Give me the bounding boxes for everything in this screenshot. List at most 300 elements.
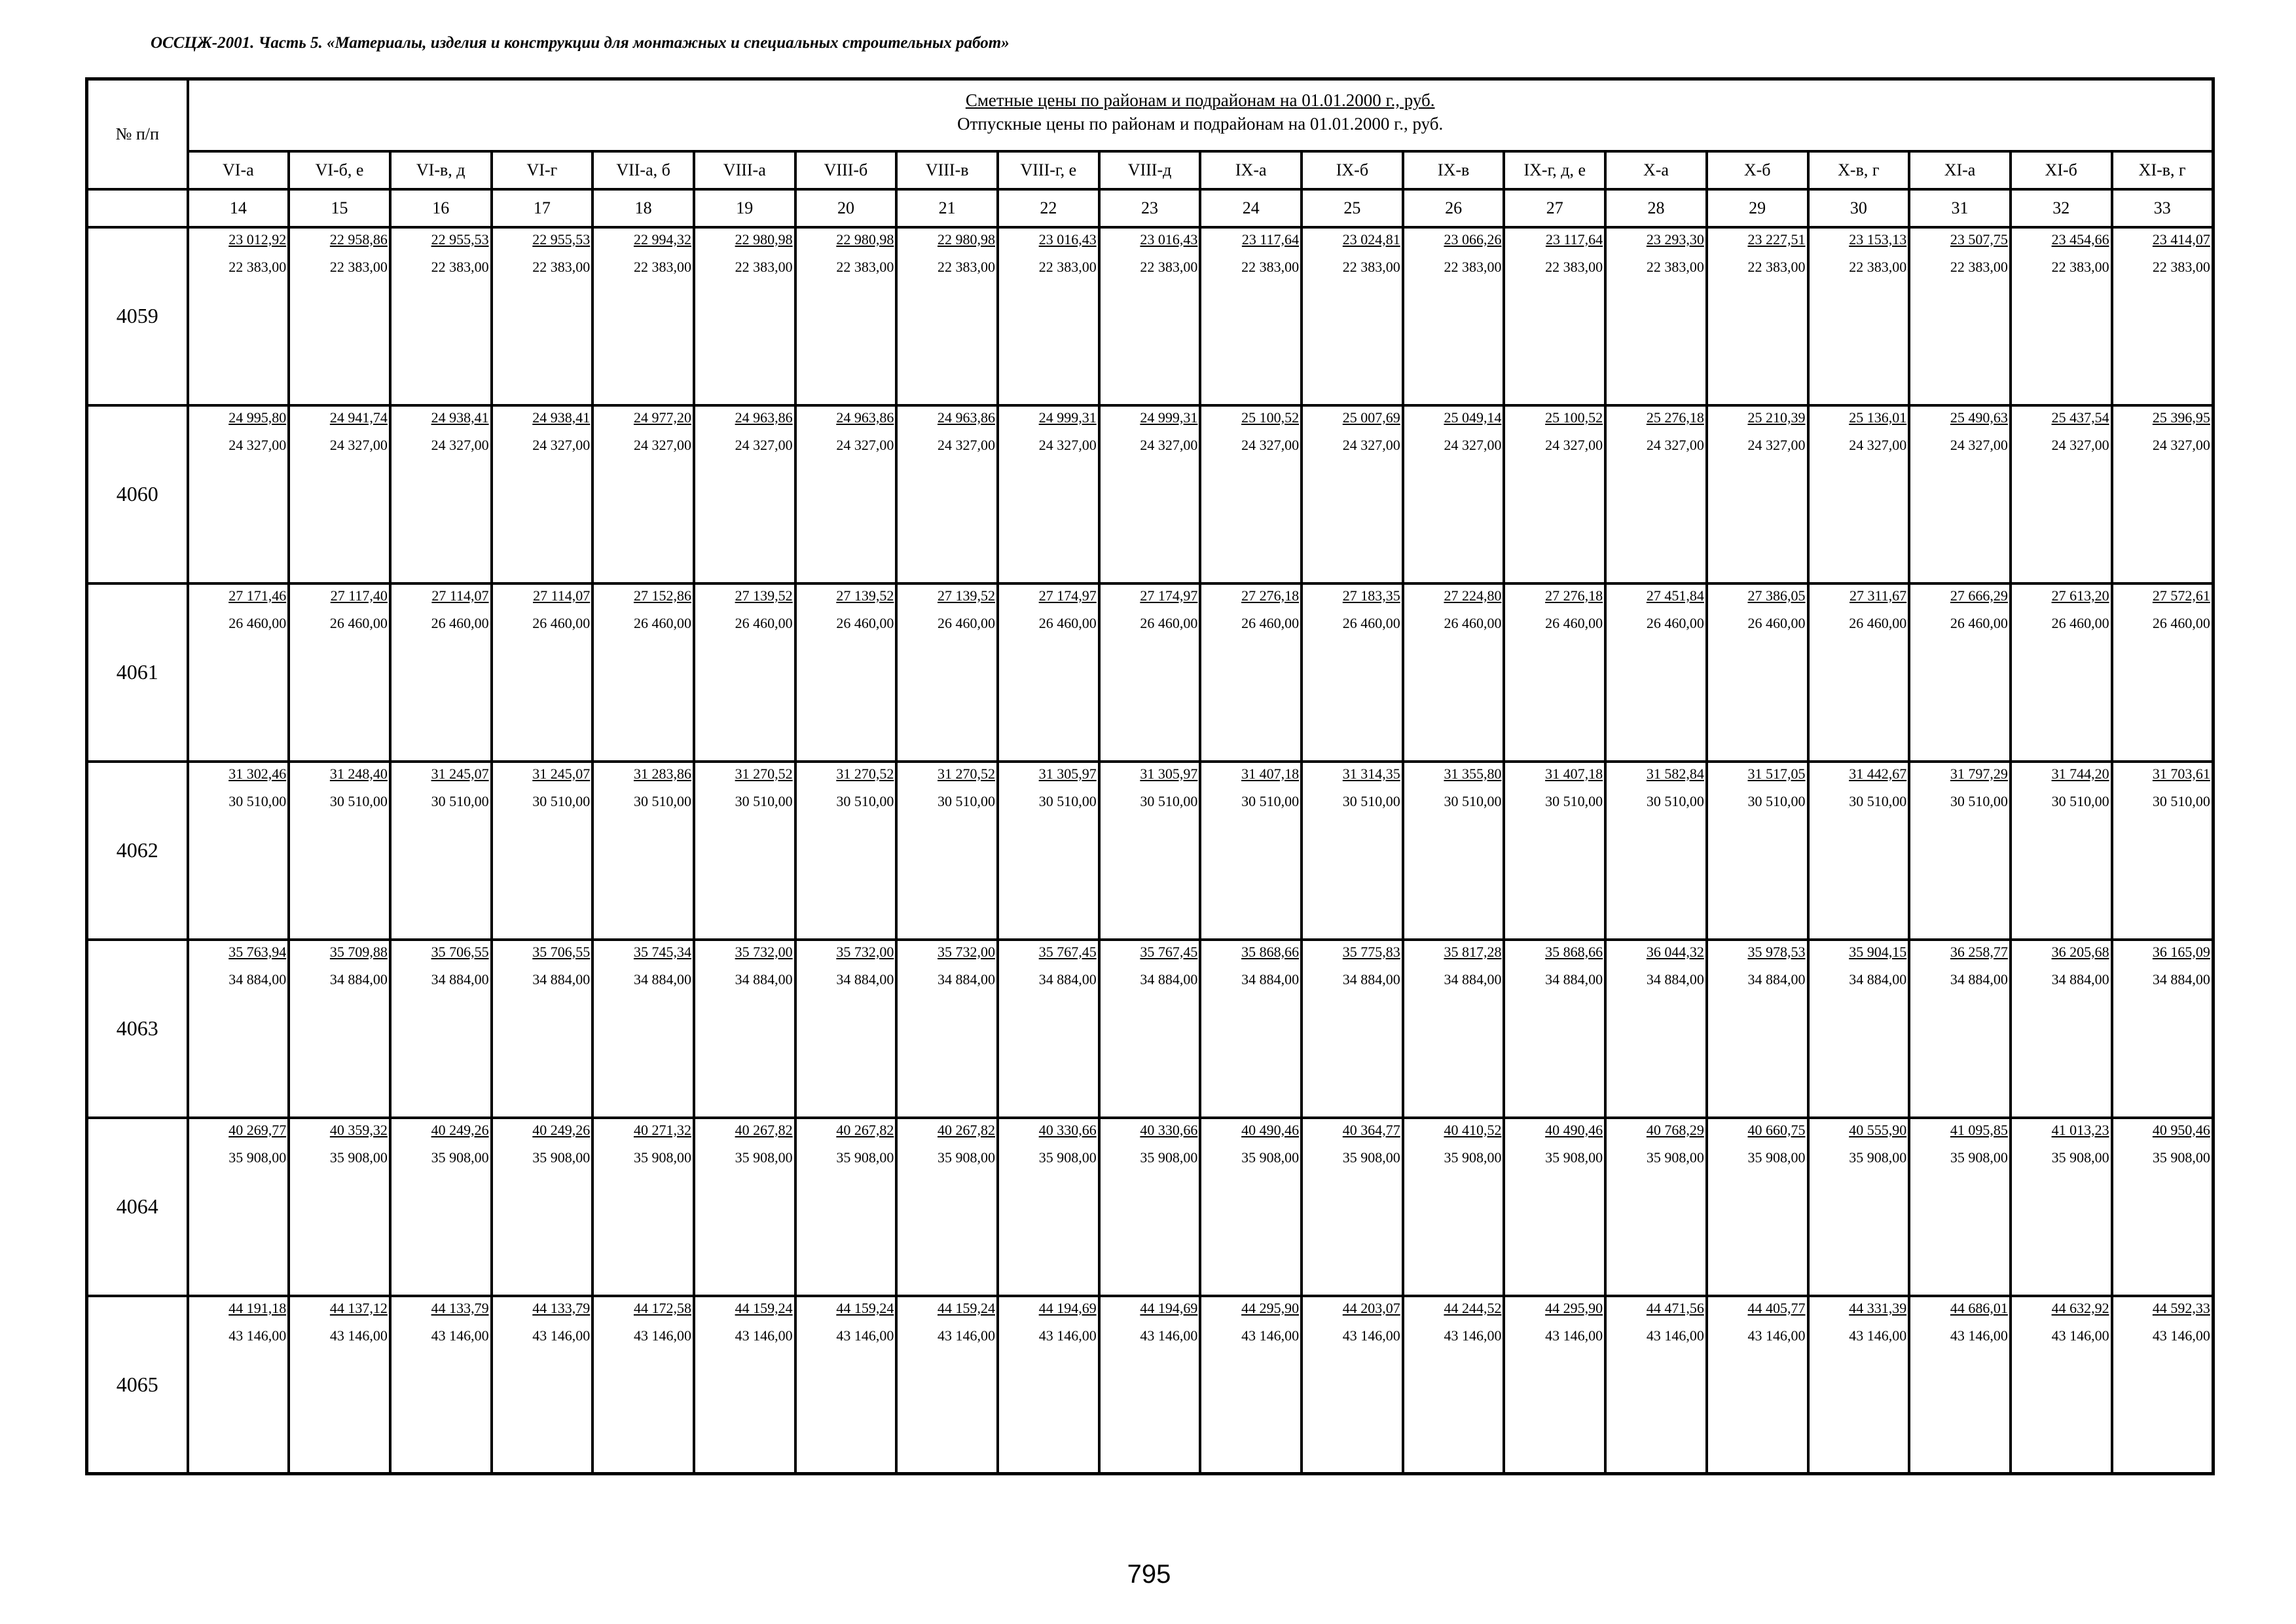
row-number: 4062	[87, 762, 188, 940]
table-row	[87, 1296, 2214, 1474]
price-cell	[998, 940, 1099, 1118]
column-number: 31	[1909, 189, 2011, 227]
price-cell	[795, 405, 897, 583]
estimate-price: 40 660,75	[1747, 1121, 1806, 1138]
estimate-price: 35 775,83	[1342, 943, 1400, 960]
column-number: 17	[492, 189, 593, 227]
release-price: 35 908,00	[1747, 1149, 1806, 1166]
price-cell	[2112, 227, 2214, 405]
estimate-price: 41 013,23	[2051, 1121, 2109, 1138]
price-cell	[188, 583, 289, 762]
estimate-price: 25 100,52	[1545, 409, 1603, 426]
estimate-price: 23 117,64	[1545, 231, 1603, 248]
table-row	[87, 940, 2214, 1118]
price-cell	[1302, 1118, 1403, 1296]
release-price: 30 510,00	[228, 792, 287, 809]
estimate-price: 27 174,97	[1038, 587, 1097, 604]
price-cell	[2112, 583, 2214, 762]
region-header: VIII-д	[1099, 151, 1201, 189]
release-price: 35 908,00	[431, 1149, 489, 1166]
release-price: 35 908,00	[228, 1149, 287, 1166]
release-price: 30 510,00	[1747, 792, 1806, 809]
price-cell	[188, 1296, 289, 1474]
release-price: 22 383,00	[836, 258, 894, 275]
column-number: 16	[390, 189, 492, 227]
release-price: 43 146,00	[1444, 1327, 1502, 1344]
column-number-row	[87, 189, 2214, 227]
price-cell	[1403, 1118, 1504, 1296]
region-header: IX-в	[1403, 151, 1504, 189]
estimate-price: 22 980,98	[735, 231, 793, 248]
region-header: VIII-г, е	[998, 151, 1099, 189]
estimate-price: 44 159,24	[938, 1299, 995, 1316]
price-cell	[795, 940, 897, 1118]
estimate-price: 27 276,18	[1241, 587, 1300, 604]
estimate-price: 44 172,58	[633, 1299, 691, 1316]
estimate-price: 27 139,52	[836, 587, 894, 604]
estimate-price: 44 194,69	[1038, 1299, 1097, 1316]
release-price: 43 146,00	[1950, 1327, 2008, 1344]
column-number: 30	[1808, 189, 1910, 227]
region-header: XI-а	[1909, 151, 2011, 189]
estimate-price: 40 950,46	[2152, 1121, 2210, 1138]
release-price: 24 327,00	[1646, 436, 1704, 453]
estimate-price: 31 302,46	[228, 765, 287, 782]
region-header: IX-г, д, е	[1504, 151, 1605, 189]
price-cell	[2011, 762, 2112, 940]
price-cell	[390, 1118, 492, 1296]
release-price: 30 510,00	[735, 792, 793, 809]
release-price: 35 908,00	[1241, 1149, 1300, 1166]
price-cell	[188, 940, 289, 1118]
price-cell	[1403, 762, 1504, 940]
price-cell	[1099, 940, 1201, 1118]
price-cell	[188, 227, 289, 405]
price-cell	[390, 405, 492, 583]
estimate-price: 35 868,66	[1241, 943, 1300, 960]
price-table	[85, 77, 2215, 1475]
release-price: 30 510,00	[1545, 792, 1603, 809]
estimate-price: 40 267,82	[938, 1121, 995, 1138]
table-row	[87, 1118, 2214, 1296]
estimate-price: 40 490,46	[1545, 1121, 1603, 1138]
release-price: 34 884,00	[1038, 970, 1097, 987]
release-price: 26 460,00	[1038, 614, 1097, 631]
estimate-price: 23 153,13	[1849, 231, 1907, 248]
price-cell	[694, 405, 795, 583]
estimate-price: 24 963,86	[836, 409, 894, 426]
release-price: 30 510,00	[1646, 792, 1704, 809]
price-cell	[592, 762, 694, 940]
price-cell	[1504, 583, 1605, 762]
release-price: 43 146,00	[735, 1327, 793, 1344]
release-price: 35 908,00	[1342, 1149, 1400, 1166]
price-cell	[1909, 1296, 2011, 1474]
estimate-price: 35 817,28	[1444, 943, 1502, 960]
release-price: 24 327,00	[329, 436, 388, 453]
estimate-price: 27 117,40	[330, 587, 388, 604]
release-price: 24 327,00	[1444, 436, 1502, 453]
estimate-price: 31 355,80	[1444, 765, 1502, 782]
release-price: 30 510,00	[1849, 792, 1907, 809]
release-price: 35 908,00	[1140, 1149, 1198, 1166]
price-cell	[1605, 762, 1707, 940]
release-price: 35 908,00	[938, 1149, 995, 1166]
price-cell	[2011, 405, 2112, 583]
price-cell	[1707, 940, 1808, 1118]
price-cell	[1808, 762, 1910, 940]
release-price: 34 884,00	[532, 970, 591, 987]
estimate-price: 35 767,45	[1140, 943, 1198, 960]
release-price: 43 146,00	[836, 1327, 894, 1344]
price-cell	[390, 583, 492, 762]
price-cell	[1909, 1118, 2011, 1296]
region-header: VIII-б	[795, 151, 897, 189]
table-title-release: Отпускные цены по районам и подрайонам на 01.01.2000 г., руб.	[957, 114, 1444, 134]
column-number: 27	[1504, 189, 1605, 227]
price-cell	[1200, 1296, 1302, 1474]
release-price: 30 510,00	[2152, 792, 2210, 809]
price-cell	[1099, 1118, 1201, 1296]
price-cell	[1403, 405, 1504, 583]
estimate-price: 31 305,97	[1140, 765, 1198, 782]
price-cell	[1099, 227, 1201, 405]
release-price: 22 383,00	[1241, 258, 1300, 275]
price-cell	[2112, 1118, 2214, 1296]
estimate-price: 40 269,77	[228, 1121, 287, 1138]
release-price: 30 510,00	[1140, 792, 1198, 809]
estimate-price: 31 314,35	[1342, 765, 1400, 782]
price-cell	[1605, 405, 1707, 583]
release-price: 30 510,00	[1342, 792, 1400, 809]
region-header: VII-а, б	[592, 151, 694, 189]
estimate-price: 23 454,66	[2051, 231, 2109, 248]
estimate-price: 40 410,52	[1444, 1121, 1502, 1138]
region-header: VI-в, д	[390, 151, 492, 189]
release-price: 24 327,00	[735, 436, 793, 453]
release-price: 34 884,00	[1849, 970, 1907, 987]
estimate-price: 23 227,51	[1747, 231, 1806, 248]
price-cell	[1707, 583, 1808, 762]
estimate-price: 35 732,00	[836, 943, 894, 960]
release-price: 26 460,00	[1950, 614, 2008, 631]
price-cell	[1605, 583, 1707, 762]
region-header: IX-а	[1200, 151, 1302, 189]
running-header: ОССЦЖ-2001. Часть 5. «Материалы, изделия и конструкции для монтажных и специальных строительных работ»	[151, 34, 1010, 52]
release-price: 34 884,00	[938, 970, 995, 987]
table-row	[87, 227, 2214, 405]
estimate-price: 27 613,20	[2051, 587, 2109, 604]
price-cell	[289, 405, 390, 583]
price-cell	[1605, 1296, 1707, 1474]
release-price: 34 884,00	[1342, 970, 1400, 987]
price-cell	[1707, 762, 1808, 940]
release-price: 35 908,00	[1545, 1149, 1603, 1166]
estimate-price: 35 732,00	[735, 943, 793, 960]
release-price: 26 460,00	[1140, 614, 1198, 631]
column-number: 33	[2112, 189, 2214, 227]
estimate-price: 44 331,39	[1849, 1299, 1907, 1316]
estimate-price: 31 797,29	[1950, 765, 2008, 782]
estimate-price: 36 044,32	[1646, 943, 1704, 960]
price-cell	[795, 1296, 897, 1474]
release-price: 22 383,00	[633, 258, 691, 275]
estimate-price: 40 359,32	[329, 1121, 388, 1138]
price-cell	[492, 940, 593, 1118]
release-price: 34 884,00	[735, 970, 793, 987]
estimate-price: 27 451,84	[1646, 587, 1704, 604]
estimate-price: 44 133,79	[532, 1299, 591, 1316]
price-cell	[592, 940, 694, 1118]
estimate-price: 22 980,98	[938, 231, 995, 248]
price-cell	[795, 227, 897, 405]
release-price: 34 884,00	[1241, 970, 1300, 987]
column-number: 15	[289, 189, 390, 227]
price-cell	[492, 227, 593, 405]
estimate-price: 35 745,34	[633, 943, 691, 960]
price-cell	[1808, 583, 1910, 762]
release-price: 34 884,00	[1950, 970, 2008, 987]
release-price: 26 460,00	[1545, 614, 1603, 631]
estimate-price: 27 224,80	[1444, 587, 1502, 604]
estimate-price: 44 471,56	[1646, 1299, 1704, 1316]
release-price: 24 327,00	[1140, 436, 1198, 453]
release-price: 35 908,00	[836, 1149, 894, 1166]
release-price: 35 908,00	[532, 1149, 591, 1166]
release-price: 22 383,00	[1140, 258, 1198, 275]
release-price: 24 327,00	[1849, 436, 1907, 453]
estimate-price: 31 442,67	[1849, 765, 1907, 782]
estimate-price: 27 276,18	[1545, 587, 1603, 604]
price-cell	[289, 940, 390, 1118]
estimate-price: 25 100,52	[1241, 409, 1300, 426]
release-price: 35 908,00	[735, 1149, 793, 1166]
estimate-price: 40 271,32	[633, 1121, 691, 1138]
release-price: 22 383,00	[938, 258, 995, 275]
price-cell	[1504, 227, 1605, 405]
release-price: 24 327,00	[2051, 436, 2109, 453]
estimate-price: 23 016,43	[1140, 231, 1198, 248]
estimate-price: 31 407,18	[1241, 765, 1300, 782]
price-cell	[694, 1118, 795, 1296]
column-number: 32	[2011, 189, 2112, 227]
estimate-price: 40 330,66	[1140, 1121, 1198, 1138]
estimate-price: 27 152,86	[633, 587, 691, 604]
release-price: 26 460,00	[938, 614, 995, 631]
estimate-price: 31 703,61	[2152, 765, 2210, 782]
price-cell	[896, 940, 998, 1118]
estimate-price: 40 364,77	[1342, 1121, 1400, 1138]
price-cell	[896, 1296, 998, 1474]
release-price: 34 884,00	[2051, 970, 2109, 987]
price-cell	[289, 227, 390, 405]
estimate-price: 24 999,31	[1038, 409, 1097, 426]
price-cell	[1099, 1296, 1201, 1474]
estimate-price: 44 203,07	[1342, 1299, 1400, 1316]
estimate-price: 31 270,52	[735, 765, 793, 782]
column-number: 26	[1403, 189, 1504, 227]
release-price: 24 327,00	[1038, 436, 1097, 453]
release-price: 34 884,00	[1444, 970, 1502, 987]
region-header: X-а	[1605, 151, 1707, 189]
release-price: 43 146,00	[2051, 1327, 2109, 1344]
estimate-price: 31 248,40	[329, 765, 388, 782]
estimate-price: 44 295,90	[1241, 1299, 1300, 1316]
estimate-price: 25 136,01	[1849, 409, 1907, 426]
price-cell	[289, 1118, 390, 1296]
release-price: 22 383,00	[2051, 258, 2109, 275]
estimate-price: 36 165,09	[2152, 943, 2210, 960]
estimate-price: 25 007,69	[1342, 409, 1400, 426]
release-price: 43 146,00	[431, 1327, 489, 1344]
column-number: 19	[694, 189, 795, 227]
estimate-price: 35 706,55	[532, 943, 591, 960]
release-price: 26 460,00	[532, 614, 591, 631]
estimate-price: 25 049,14	[1444, 409, 1502, 426]
price-cell	[1707, 227, 1808, 405]
release-price: 35 908,00	[2051, 1149, 2109, 1166]
region-header: XI-в, г	[2112, 151, 2214, 189]
price-cell	[592, 405, 694, 583]
price-cell	[1200, 405, 1302, 583]
price-cell	[1504, 1118, 1605, 1296]
column-number: 22	[998, 189, 1099, 227]
row-number: 4059	[87, 227, 188, 405]
release-price: 22 383,00	[329, 258, 388, 275]
price-cell	[1302, 762, 1403, 940]
release-price: 34 884,00	[1545, 970, 1603, 987]
price-cell	[1909, 405, 2011, 583]
release-price: 35 908,00	[1646, 1149, 1704, 1166]
price-cell	[592, 1118, 694, 1296]
estimate-price: 41 095,85	[1950, 1121, 2008, 1138]
release-price: 43 146,00	[1646, 1327, 1704, 1344]
price-cell	[1909, 940, 2011, 1118]
table-title-row	[87, 79, 2214, 151]
release-price: 34 884,00	[836, 970, 894, 987]
estimate-price: 27 114,07	[431, 587, 489, 604]
release-price: 24 327,00	[1342, 436, 1400, 453]
estimate-price: 27 114,07	[533, 587, 591, 604]
release-price: 43 146,00	[1241, 1327, 1300, 1344]
price-cell	[390, 1296, 492, 1474]
region-header: VI-г	[492, 151, 593, 189]
price-cell	[1808, 1118, 1910, 1296]
estimate-price: 44 194,69	[1140, 1299, 1198, 1316]
release-price: 43 146,00	[532, 1327, 591, 1344]
column-number: 14	[188, 189, 289, 227]
release-price: 35 908,00	[1038, 1149, 1097, 1166]
estimate-price: 27 183,35	[1342, 587, 1400, 604]
release-price: 22 383,00	[735, 258, 793, 275]
release-price: 34 884,00	[1747, 970, 1806, 987]
price-cell	[1099, 405, 1201, 583]
price-cell	[492, 405, 593, 583]
price-cell	[289, 762, 390, 940]
release-price: 24 327,00	[1950, 436, 2008, 453]
price-cell	[492, 762, 593, 940]
price-cell	[896, 1118, 998, 1296]
price-cell	[2112, 940, 2214, 1118]
price-cell	[390, 940, 492, 1118]
price-cell	[1504, 762, 1605, 940]
release-price: 26 460,00	[633, 614, 691, 631]
estimate-price: 22 980,98	[836, 231, 894, 248]
estimate-price: 23 066,26	[1444, 231, 1502, 248]
price-cell	[1605, 1118, 1707, 1296]
table-title-estimate: Сметные цены по районам и подрайонам на 01.01.2000 г., руб.	[965, 90, 1435, 110]
price-cell	[1909, 762, 2011, 940]
estimate-price: 23 012,92	[228, 231, 287, 248]
release-price: 30 510,00	[2051, 792, 2109, 809]
table-row	[87, 762, 2214, 940]
estimate-price: 25 396,95	[2152, 409, 2210, 426]
page-number: 795	[1127, 1560, 1171, 1589]
release-price: 24 327,00	[836, 436, 894, 453]
estimate-price: 23 117,64	[1241, 231, 1300, 248]
price-cell	[1707, 1296, 1808, 1474]
release-price: 30 510,00	[938, 792, 995, 809]
column-number: 28	[1605, 189, 1707, 227]
release-price: 30 510,00	[431, 792, 489, 809]
estimate-price: 24 963,86	[938, 409, 995, 426]
release-price: 24 327,00	[2152, 436, 2210, 453]
estimate-price: 44 159,24	[735, 1299, 793, 1316]
release-price: 43 146,00	[1342, 1327, 1400, 1344]
column-number: 21	[896, 189, 998, 227]
release-price: 34 884,00	[431, 970, 489, 987]
price-cell	[694, 1296, 795, 1474]
release-price: 30 510,00	[1444, 792, 1502, 809]
release-price: 22 383,00	[1545, 258, 1603, 275]
release-price: 43 146,00	[228, 1327, 287, 1344]
release-price: 30 510,00	[1038, 792, 1097, 809]
estimate-price: 40 267,82	[735, 1121, 793, 1138]
region-header: XI-б	[2011, 151, 2112, 189]
release-price: 43 146,00	[1849, 1327, 1907, 1344]
price-cell	[188, 762, 289, 940]
estimate-price: 24 977,20	[633, 409, 691, 426]
release-price: 30 510,00	[836, 792, 894, 809]
region-header: X-в, г	[1808, 151, 1910, 189]
estimate-price: 44 137,12	[329, 1299, 388, 1316]
estimate-price: 27 386,05	[1747, 587, 1806, 604]
estimate-price: 40 249,26	[532, 1121, 591, 1138]
column-number-blank	[87, 189, 188, 227]
release-price: 26 460,00	[1646, 614, 1704, 631]
release-price: 35 908,00	[1849, 1149, 1907, 1166]
estimate-price: 31 245,07	[431, 765, 489, 782]
row-number: 4064	[87, 1118, 188, 1296]
column-number: 24	[1200, 189, 1302, 227]
price-cell	[1808, 1296, 1910, 1474]
price-cell	[1099, 762, 1201, 940]
release-price: 26 460,00	[1342, 614, 1400, 631]
price-cell	[1403, 940, 1504, 1118]
estimate-price: 22 994,32	[633, 231, 691, 248]
release-price: 43 146,00	[633, 1327, 691, 1344]
release-price: 24 327,00	[532, 436, 591, 453]
price-cell	[998, 405, 1099, 583]
release-price: 26 460,00	[1444, 614, 1502, 631]
estimate-price: 36 258,77	[1950, 943, 2008, 960]
estimate-price: 44 686,01	[1950, 1299, 2008, 1316]
release-price: 43 146,00	[329, 1327, 388, 1344]
estimate-price: 44 592,33	[2152, 1299, 2210, 1316]
price-cell	[1808, 940, 1910, 1118]
price-cell	[2011, 1118, 2112, 1296]
row-number: 4065	[87, 1296, 188, 1474]
